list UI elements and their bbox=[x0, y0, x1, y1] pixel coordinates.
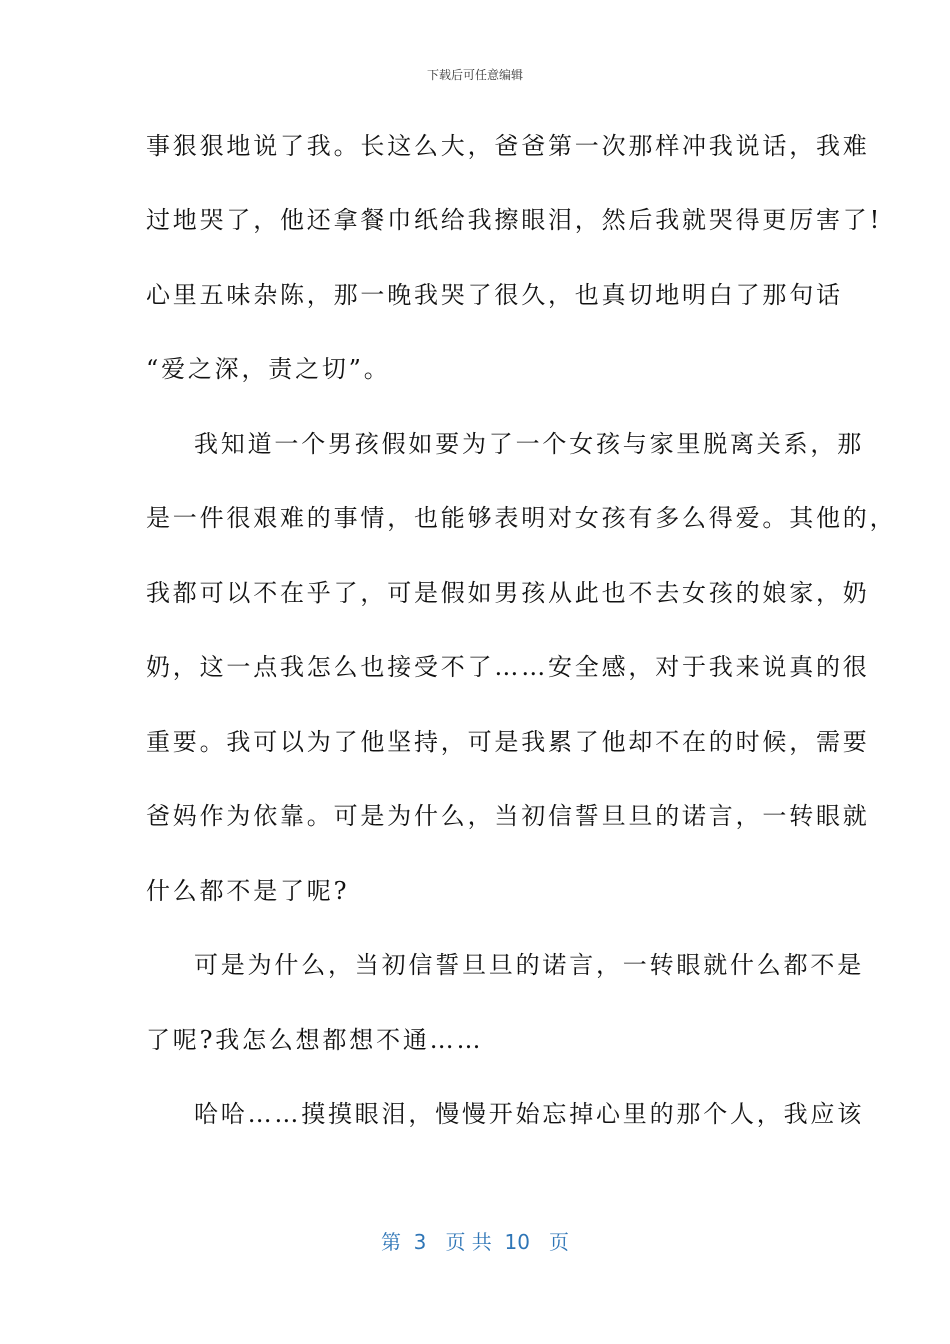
paragraph-line: 可是为什么，当初信誓旦旦的诺言，一转眼就什么都不是 bbox=[194, 951, 864, 979]
page-footer: 第 3 页 共 10 页 bbox=[380, 1230, 570, 1254]
paragraph-line: 重要。我可以为了他坚持，可是我累了他却不在的时候，需要 bbox=[146, 728, 870, 756]
paragraph-line: 是一件很艰难的事情，也能够表明对女孩有多么得爱。其他的， bbox=[146, 504, 897, 532]
page-header: 下载后可任意编辑 bbox=[426, 68, 523, 82]
paragraph-line: 爸妈作为依靠。可是为什么，当初信誓旦旦的诺言，一转眼就 bbox=[146, 802, 870, 830]
paragraph-line: “爱之深，责之切”。 bbox=[146, 355, 391, 383]
paragraph-line: 过地哭了，他还拿餐巾纸给我擦眼泪，然后我就哭得更厉害了! bbox=[146, 206, 883, 234]
paragraph-line: 什么都不是了呢? bbox=[146, 877, 350, 905]
paragraph-line: 我知道一个男孩假如要为了一个女孩与家里脱离关系，那 bbox=[194, 430, 864, 458]
paragraph-line: 奶，这一点我怎么也接受不了……安全感，对于我来说真的很 bbox=[146, 653, 870, 681]
paragraph-line: 心里五味杂陈，那一晚我哭了很久，也真切地明白了那句话 bbox=[146, 281, 843, 309]
paragraph-line: 我都可以不在乎了，可是假如男孩从此也不去女孩的娘家，奶 bbox=[146, 579, 870, 607]
paragraph-line: 事狠狠地说了我。长这么大，爸爸第一次那样冲我说话，我难 bbox=[146, 132, 870, 160]
paragraph-line: 哈哈……摸摸眼泪，慢慢开始忘掉心里的那个人，我应该 bbox=[194, 1100, 864, 1128]
paragraph-line: 了呢?我怎么想都想不通…… bbox=[146, 1026, 484, 1054]
